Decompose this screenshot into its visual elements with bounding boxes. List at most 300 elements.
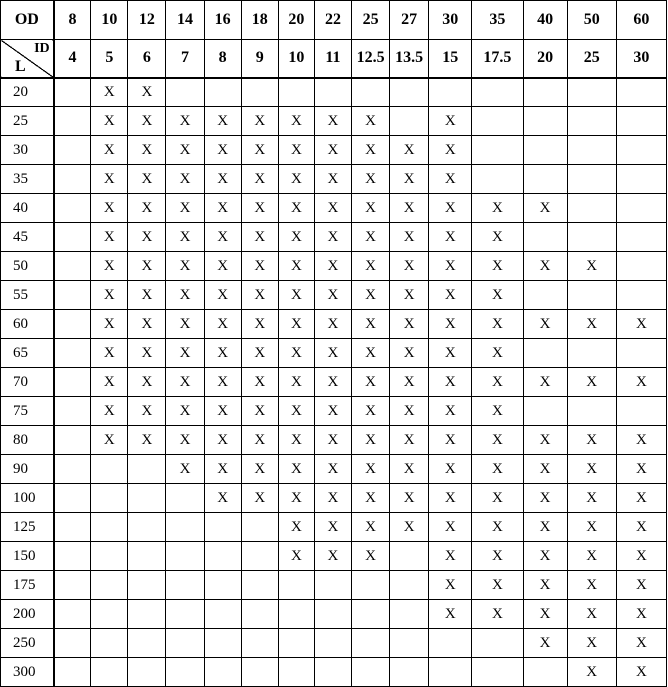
- empty-cell: [54, 339, 91, 368]
- availability-mark: X: [352, 368, 390, 397]
- empty-cell: [128, 455, 166, 484]
- empty-cell: [390, 542, 429, 571]
- availability-mark: X: [241, 194, 278, 223]
- availability-mark: X: [390, 397, 429, 426]
- availability-mark: X: [166, 252, 204, 281]
- availability-mark: X: [166, 397, 204, 426]
- availability-mark: X: [523, 310, 567, 339]
- length-label: 55: [1, 281, 54, 310]
- availability-mark: X: [128, 281, 166, 310]
- availability-mark: X: [390, 310, 429, 339]
- availability-mark: X: [616, 310, 666, 339]
- empty-cell: [54, 368, 91, 397]
- availability-mark: X: [278, 368, 314, 397]
- empty-cell: [390, 600, 429, 629]
- od-header-cell: 30: [429, 1, 472, 40]
- availability-mark: X: [429, 107, 472, 136]
- empty-cell: [352, 629, 390, 658]
- empty-cell: [390, 658, 429, 687]
- availability-mark: X: [429, 455, 472, 484]
- availability-mark: X: [472, 426, 523, 455]
- empty-cell: [241, 78, 278, 107]
- id-header-cell: 5: [91, 40, 128, 78]
- table-row: [1, 542, 667, 571]
- empty-cell: [54, 600, 91, 629]
- empty-cell: [472, 107, 523, 136]
- empty-cell: [54, 629, 91, 658]
- empty-cell: [523, 136, 567, 165]
- availability-mark: X: [390, 339, 429, 368]
- empty-cell: [429, 658, 472, 687]
- empty-cell: [128, 571, 166, 600]
- availability-mark: X: [390, 368, 429, 397]
- availability-mark: X: [314, 165, 351, 194]
- empty-cell: [523, 223, 567, 252]
- availability-mark: X: [567, 426, 616, 455]
- availability-mark: X: [91, 136, 128, 165]
- length-label: 45: [1, 223, 54, 252]
- availability-mark: X: [166, 339, 204, 368]
- availability-mark: X: [278, 339, 314, 368]
- length-label: 80: [1, 426, 54, 455]
- empty-cell: [523, 339, 567, 368]
- empty-cell: [616, 165, 666, 194]
- empty-cell: [91, 571, 128, 600]
- availability-mark: X: [278, 310, 314, 339]
- availability-mark: X: [390, 513, 429, 542]
- availability-mark: X: [314, 310, 351, 339]
- availability-mark: X: [352, 542, 390, 571]
- availability-mark: X: [472, 281, 523, 310]
- empty-cell: [472, 658, 523, 687]
- availability-mark: X: [472, 484, 523, 513]
- availability-mark: X: [567, 310, 616, 339]
- availability-mark: X: [352, 281, 390, 310]
- availability-mark: X: [91, 107, 128, 136]
- empty-cell: [567, 281, 616, 310]
- availability-mark: X: [91, 397, 128, 426]
- empty-cell: [91, 542, 128, 571]
- availability-mark: X: [314, 542, 351, 571]
- availability-mark: X: [204, 194, 241, 223]
- empty-cell: [54, 426, 91, 455]
- empty-cell: [54, 513, 91, 542]
- empty-cell: [567, 78, 616, 107]
- availability-mark: X: [241, 252, 278, 281]
- availability-mark: X: [472, 252, 523, 281]
- empty-cell: [128, 658, 166, 687]
- availability-mark: X: [278, 252, 314, 281]
- availability-mark: X: [91, 194, 128, 223]
- empty-cell: [616, 136, 666, 165]
- availability-mark: X: [429, 513, 472, 542]
- availability-mark: X: [314, 223, 351, 252]
- availability-mark: X: [91, 252, 128, 281]
- od-header-label: OD: [1, 1, 54, 40]
- availability-mark: X: [278, 223, 314, 252]
- availability-mark: X: [352, 397, 390, 426]
- availability-mark: X: [204, 252, 241, 281]
- availability-mark: X: [314, 281, 351, 310]
- availability-mark: X: [523, 629, 567, 658]
- empty-cell: [616, 339, 666, 368]
- empty-cell: [241, 513, 278, 542]
- empty-cell: [241, 658, 278, 687]
- availability-mark: X: [616, 426, 666, 455]
- empty-cell: [166, 658, 204, 687]
- availability-mark: X: [128, 397, 166, 426]
- availability-mark: X: [128, 107, 166, 136]
- empty-cell: [352, 600, 390, 629]
- table-row: [1, 368, 667, 397]
- availability-mark: X: [429, 194, 472, 223]
- availability-mark: X: [91, 165, 128, 194]
- availability-mark: X: [166, 136, 204, 165]
- empty-cell: [278, 600, 314, 629]
- availability-mark: X: [166, 281, 204, 310]
- empty-cell: [204, 513, 241, 542]
- availability-mark: X: [472, 513, 523, 542]
- availability-mark: X: [241, 339, 278, 368]
- empty-cell: [91, 455, 128, 484]
- availability-mark: X: [567, 629, 616, 658]
- table-row: [1, 136, 667, 165]
- empty-cell: [314, 571, 351, 600]
- availability-mark: X: [278, 194, 314, 223]
- availability-mark: X: [567, 571, 616, 600]
- availability-mark: X: [314, 107, 351, 136]
- empty-cell: [523, 78, 567, 107]
- od-header-cell: 35: [472, 1, 523, 40]
- empty-cell: [54, 252, 91, 281]
- availability-mark: X: [91, 426, 128, 455]
- empty-cell: [166, 571, 204, 600]
- availability-mark: X: [128, 252, 166, 281]
- empty-cell: [91, 600, 128, 629]
- empty-cell: [166, 78, 204, 107]
- availability-mark: X: [278, 455, 314, 484]
- availability-mark: X: [352, 484, 390, 513]
- empty-cell: [54, 194, 91, 223]
- availability-mark: X: [278, 281, 314, 310]
- availability-mark: X: [204, 310, 241, 339]
- availability-mark: X: [429, 252, 472, 281]
- availability-mark: X: [523, 513, 567, 542]
- empty-cell: [523, 165, 567, 194]
- availability-mark: X: [278, 542, 314, 571]
- availability-mark: X: [241, 136, 278, 165]
- availability-mark: X: [128, 426, 166, 455]
- availability-mark: X: [390, 426, 429, 455]
- empty-cell: [166, 484, 204, 513]
- availability-mark: X: [352, 252, 390, 281]
- availability-mark: X: [166, 426, 204, 455]
- availability-mark: X: [204, 397, 241, 426]
- availability-mark: X: [128, 136, 166, 165]
- empty-cell: [616, 397, 666, 426]
- availability-mark: X: [241, 165, 278, 194]
- availability-mark: X: [429, 281, 472, 310]
- empty-cell: [616, 223, 666, 252]
- availability-mark: X: [390, 281, 429, 310]
- empty-cell: [128, 513, 166, 542]
- availability-mark: X: [314, 252, 351, 281]
- availability-mark: X: [278, 484, 314, 513]
- empty-cell: [278, 658, 314, 687]
- availability-mark: X: [204, 281, 241, 310]
- empty-cell: [352, 571, 390, 600]
- length-label: 60: [1, 310, 54, 339]
- availability-mark: X: [616, 629, 666, 658]
- availability-mark: X: [472, 542, 523, 571]
- empty-cell: [204, 600, 241, 629]
- empty-cell: [278, 78, 314, 107]
- availability-mark: X: [128, 368, 166, 397]
- length-label: 30: [1, 136, 54, 165]
- availability-mark: X: [616, 513, 666, 542]
- id-header-cell: 7: [166, 40, 204, 78]
- empty-cell: [128, 484, 166, 513]
- availability-mark: X: [128, 194, 166, 223]
- availability-mark: X: [204, 107, 241, 136]
- empty-cell: [241, 571, 278, 600]
- empty-cell: [91, 513, 128, 542]
- id-header-cell: 17.5: [472, 40, 523, 78]
- table-row: [1, 571, 667, 600]
- availability-mark: X: [352, 136, 390, 165]
- od-header-cell: 27: [390, 1, 429, 40]
- empty-cell: [128, 600, 166, 629]
- table-row: [1, 223, 667, 252]
- empty-cell: [523, 281, 567, 310]
- empty-cell: [523, 107, 567, 136]
- empty-cell: [91, 658, 128, 687]
- availability-mark: X: [204, 339, 241, 368]
- availability-mark: X: [523, 368, 567, 397]
- availability-mark: X: [128, 310, 166, 339]
- availability-mark: X: [314, 484, 351, 513]
- empty-cell: [616, 78, 666, 107]
- availability-mark: X: [166, 107, 204, 136]
- od-header-cell: 25: [352, 1, 390, 40]
- availability-mark: X: [390, 484, 429, 513]
- empty-cell: [567, 194, 616, 223]
- availability-mark: X: [567, 252, 616, 281]
- empty-cell: [54, 310, 91, 339]
- availability-mark: X: [352, 107, 390, 136]
- od-header-cell: 20: [278, 1, 314, 40]
- id-header-cell: 9: [241, 40, 278, 78]
- empty-cell: [204, 571, 241, 600]
- availability-mark: X: [314, 426, 351, 455]
- table-row: [1, 339, 667, 368]
- availability-mark: X: [241, 368, 278, 397]
- empty-cell: [54, 78, 91, 107]
- empty-cell: [567, 339, 616, 368]
- length-label: 50: [1, 252, 54, 281]
- length-label: 100: [1, 484, 54, 513]
- od-header-cell: 10: [91, 1, 128, 40]
- empty-cell: [204, 629, 241, 658]
- empty-cell: [54, 107, 91, 136]
- empty-cell: [567, 165, 616, 194]
- empty-cell: [390, 78, 429, 107]
- availability-mark: X: [352, 455, 390, 484]
- od-header-cell: 16: [204, 1, 241, 40]
- availability-mark: X: [567, 658, 616, 687]
- availability-mark: X: [429, 310, 472, 339]
- id-header-label: ID: [34, 41, 50, 56]
- availability-mark: X: [128, 165, 166, 194]
- empty-cell: [616, 281, 666, 310]
- id-header-cell: 6: [128, 40, 166, 78]
- availability-mark: X: [523, 542, 567, 571]
- availability-mark: X: [390, 223, 429, 252]
- od-header-cell: 50: [567, 1, 616, 40]
- empty-cell: [54, 165, 91, 194]
- id-header-cell: 10: [278, 40, 314, 78]
- empty-cell: [128, 542, 166, 571]
- availability-mark: X: [314, 339, 351, 368]
- availability-mark: X: [390, 136, 429, 165]
- availability-mark: X: [314, 368, 351, 397]
- table-row: [1, 426, 667, 455]
- availability-mark: X: [567, 513, 616, 542]
- availability-mark: X: [241, 281, 278, 310]
- availability-mark: X: [429, 542, 472, 571]
- availability-mark: X: [390, 252, 429, 281]
- availability-mark: X: [204, 484, 241, 513]
- empty-cell: [241, 629, 278, 658]
- availability-mark: X: [204, 368, 241, 397]
- id-header-cell: 30: [616, 40, 666, 78]
- table-row: [1, 165, 667, 194]
- availability-mark: X: [616, 542, 666, 571]
- availability-mark: X: [241, 484, 278, 513]
- availability-mark: X: [314, 397, 351, 426]
- length-label: 250: [1, 629, 54, 658]
- availability-mark: X: [352, 194, 390, 223]
- empty-cell: [314, 600, 351, 629]
- availability-mark: X: [91, 223, 128, 252]
- availability-mark: X: [91, 281, 128, 310]
- od-header-cell: 18: [241, 1, 278, 40]
- empty-cell: [523, 658, 567, 687]
- empty-cell: [567, 136, 616, 165]
- table-row: [1, 194, 667, 223]
- length-label: 35: [1, 165, 54, 194]
- availability-mark: X: [390, 165, 429, 194]
- od-header-cell: 8: [54, 1, 91, 40]
- empty-cell: [314, 78, 351, 107]
- length-label: 175: [1, 571, 54, 600]
- l-header-label: L: [15, 57, 26, 75]
- availability-mark: X: [128, 339, 166, 368]
- availability-mark: X: [429, 136, 472, 165]
- empty-cell: [241, 542, 278, 571]
- availability-mark: X: [429, 571, 472, 600]
- length-label: 20: [1, 78, 54, 107]
- availability-mark: X: [472, 194, 523, 223]
- empty-cell: [352, 78, 390, 107]
- availability-mark: X: [472, 455, 523, 484]
- empty-cell: [352, 658, 390, 687]
- availability-mark: X: [616, 571, 666, 600]
- availability-mark: X: [429, 484, 472, 513]
- empty-cell: [204, 658, 241, 687]
- availability-mark: X: [314, 136, 351, 165]
- empty-cell: [166, 542, 204, 571]
- length-label: 75: [1, 397, 54, 426]
- empty-cell: [54, 223, 91, 252]
- table-row: [1, 484, 667, 513]
- od-header-cell: 60: [616, 1, 666, 40]
- availability-mark: X: [352, 513, 390, 542]
- table-row: [1, 600, 667, 629]
- length-label: 125: [1, 513, 54, 542]
- empty-cell: [54, 455, 91, 484]
- availability-mark: X: [166, 194, 204, 223]
- availability-mark: X: [472, 397, 523, 426]
- availability-mark: X: [128, 78, 166, 107]
- availability-mark: X: [166, 223, 204, 252]
- table-row: [1, 455, 667, 484]
- length-rows: [1, 78, 667, 687]
- availability-mark: X: [241, 223, 278, 252]
- availability-mark: X: [241, 397, 278, 426]
- empty-cell: [390, 629, 429, 658]
- availability-mark: X: [616, 600, 666, 629]
- availability-mark: X: [278, 426, 314, 455]
- availability-mark: X: [166, 165, 204, 194]
- availability-mark: X: [278, 136, 314, 165]
- table-row: [1, 252, 667, 281]
- empty-cell: [472, 136, 523, 165]
- empty-cell: [204, 542, 241, 571]
- length-label: 25: [1, 107, 54, 136]
- availability-mark: X: [567, 600, 616, 629]
- empty-cell: [54, 542, 91, 571]
- empty-cell: [616, 252, 666, 281]
- availability-mark: X: [204, 165, 241, 194]
- table-row: [1, 397, 667, 426]
- availability-mark: X: [166, 368, 204, 397]
- availability-mark: X: [523, 426, 567, 455]
- empty-cell: [204, 78, 241, 107]
- empty-cell: [567, 397, 616, 426]
- availability-mark: X: [429, 368, 472, 397]
- availability-mark: X: [567, 368, 616, 397]
- availability-mark: X: [616, 658, 666, 687]
- availability-mark: X: [91, 368, 128, 397]
- availability-mark: X: [241, 107, 278, 136]
- availability-mark: X: [204, 136, 241, 165]
- availability-mark: X: [472, 600, 523, 629]
- od-header-cell: 14: [166, 1, 204, 40]
- availability-mark: X: [390, 194, 429, 223]
- empty-cell: [54, 136, 91, 165]
- availability-mark: X: [472, 368, 523, 397]
- id-header-cell: 13.5: [390, 40, 429, 78]
- availability-mark: X: [241, 455, 278, 484]
- empty-cell: [567, 107, 616, 136]
- id-l-corner-cell: [1, 40, 54, 78]
- empty-cell: [616, 107, 666, 136]
- availability-mark: X: [523, 455, 567, 484]
- length-label: 200: [1, 600, 54, 629]
- empty-cell: [314, 658, 351, 687]
- empty-cell: [472, 165, 523, 194]
